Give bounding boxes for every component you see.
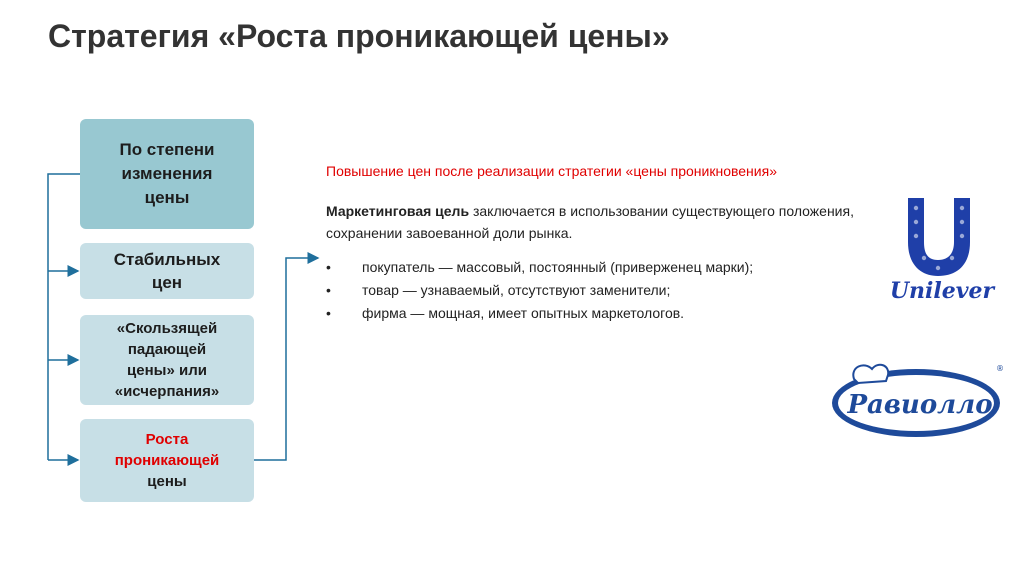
box-line: «исчерпания» (114, 383, 220, 400)
unilever-logo (890, 192, 1000, 304)
goal-label: Маркетинговая цель (326, 203, 470, 219)
box-line: Стабильных (113, 250, 221, 269)
list-item (326, 302, 874, 325)
box-line: цены» или (127, 362, 207, 379)
list-item-text: покупатель — массовый, постоянный (приверженец марки); (362, 259, 754, 275)
box-line: «Скользящей (116, 320, 218, 337)
box-line: падающей (127, 341, 207, 358)
box-line: Роста (145, 431, 189, 448)
box-line: По степени (119, 140, 215, 159)
box-line: цен (151, 273, 183, 292)
strategy-box-penetration (80, 419, 254, 502)
description-headline: Повышение цен после реализации стратегии «цены проникновения» (326, 163, 777, 179)
chef-hat-icon (853, 365, 888, 383)
list-item-text: фирма — мощная, имеет опытных маркетологов. (362, 305, 685, 321)
box-line: цены (144, 188, 190, 207)
registered-mark: ® (996, 364, 1004, 373)
bullet-icon: • (326, 305, 331, 321)
list-item-text: товар — узнаваемый, отсутствуют заменители; (362, 282, 671, 298)
list-item (326, 279, 874, 302)
unilever-wordmark: Unilever (890, 278, 995, 304)
box-line: изменения (121, 164, 213, 183)
bullet-list (326, 256, 874, 325)
goal-text: заключается в использовании существующего положения, сохранении завоеванной доли рынка. (326, 203, 854, 241)
bullet-icon: • (326, 259, 331, 275)
box-line: проникающей (114, 452, 220, 469)
list-item (326, 256, 874, 279)
arrow-to-description (254, 258, 318, 460)
tree-connector (48, 174, 80, 460)
bullet-icon: • (326, 282, 331, 298)
box-line: цены (147, 473, 187, 490)
page-title: Стратегия «Роста проникающей цены» (48, 18, 670, 54)
raviollo-wordmark: Равиолло (847, 390, 993, 420)
raviollo-logo (828, 357, 1006, 441)
strategy-box-stable (80, 243, 254, 299)
goal-paragraph (326, 200, 874, 244)
strategy-box-sliding (80, 315, 254, 405)
category-box-price-change (80, 119, 254, 229)
description-block (326, 160, 874, 325)
